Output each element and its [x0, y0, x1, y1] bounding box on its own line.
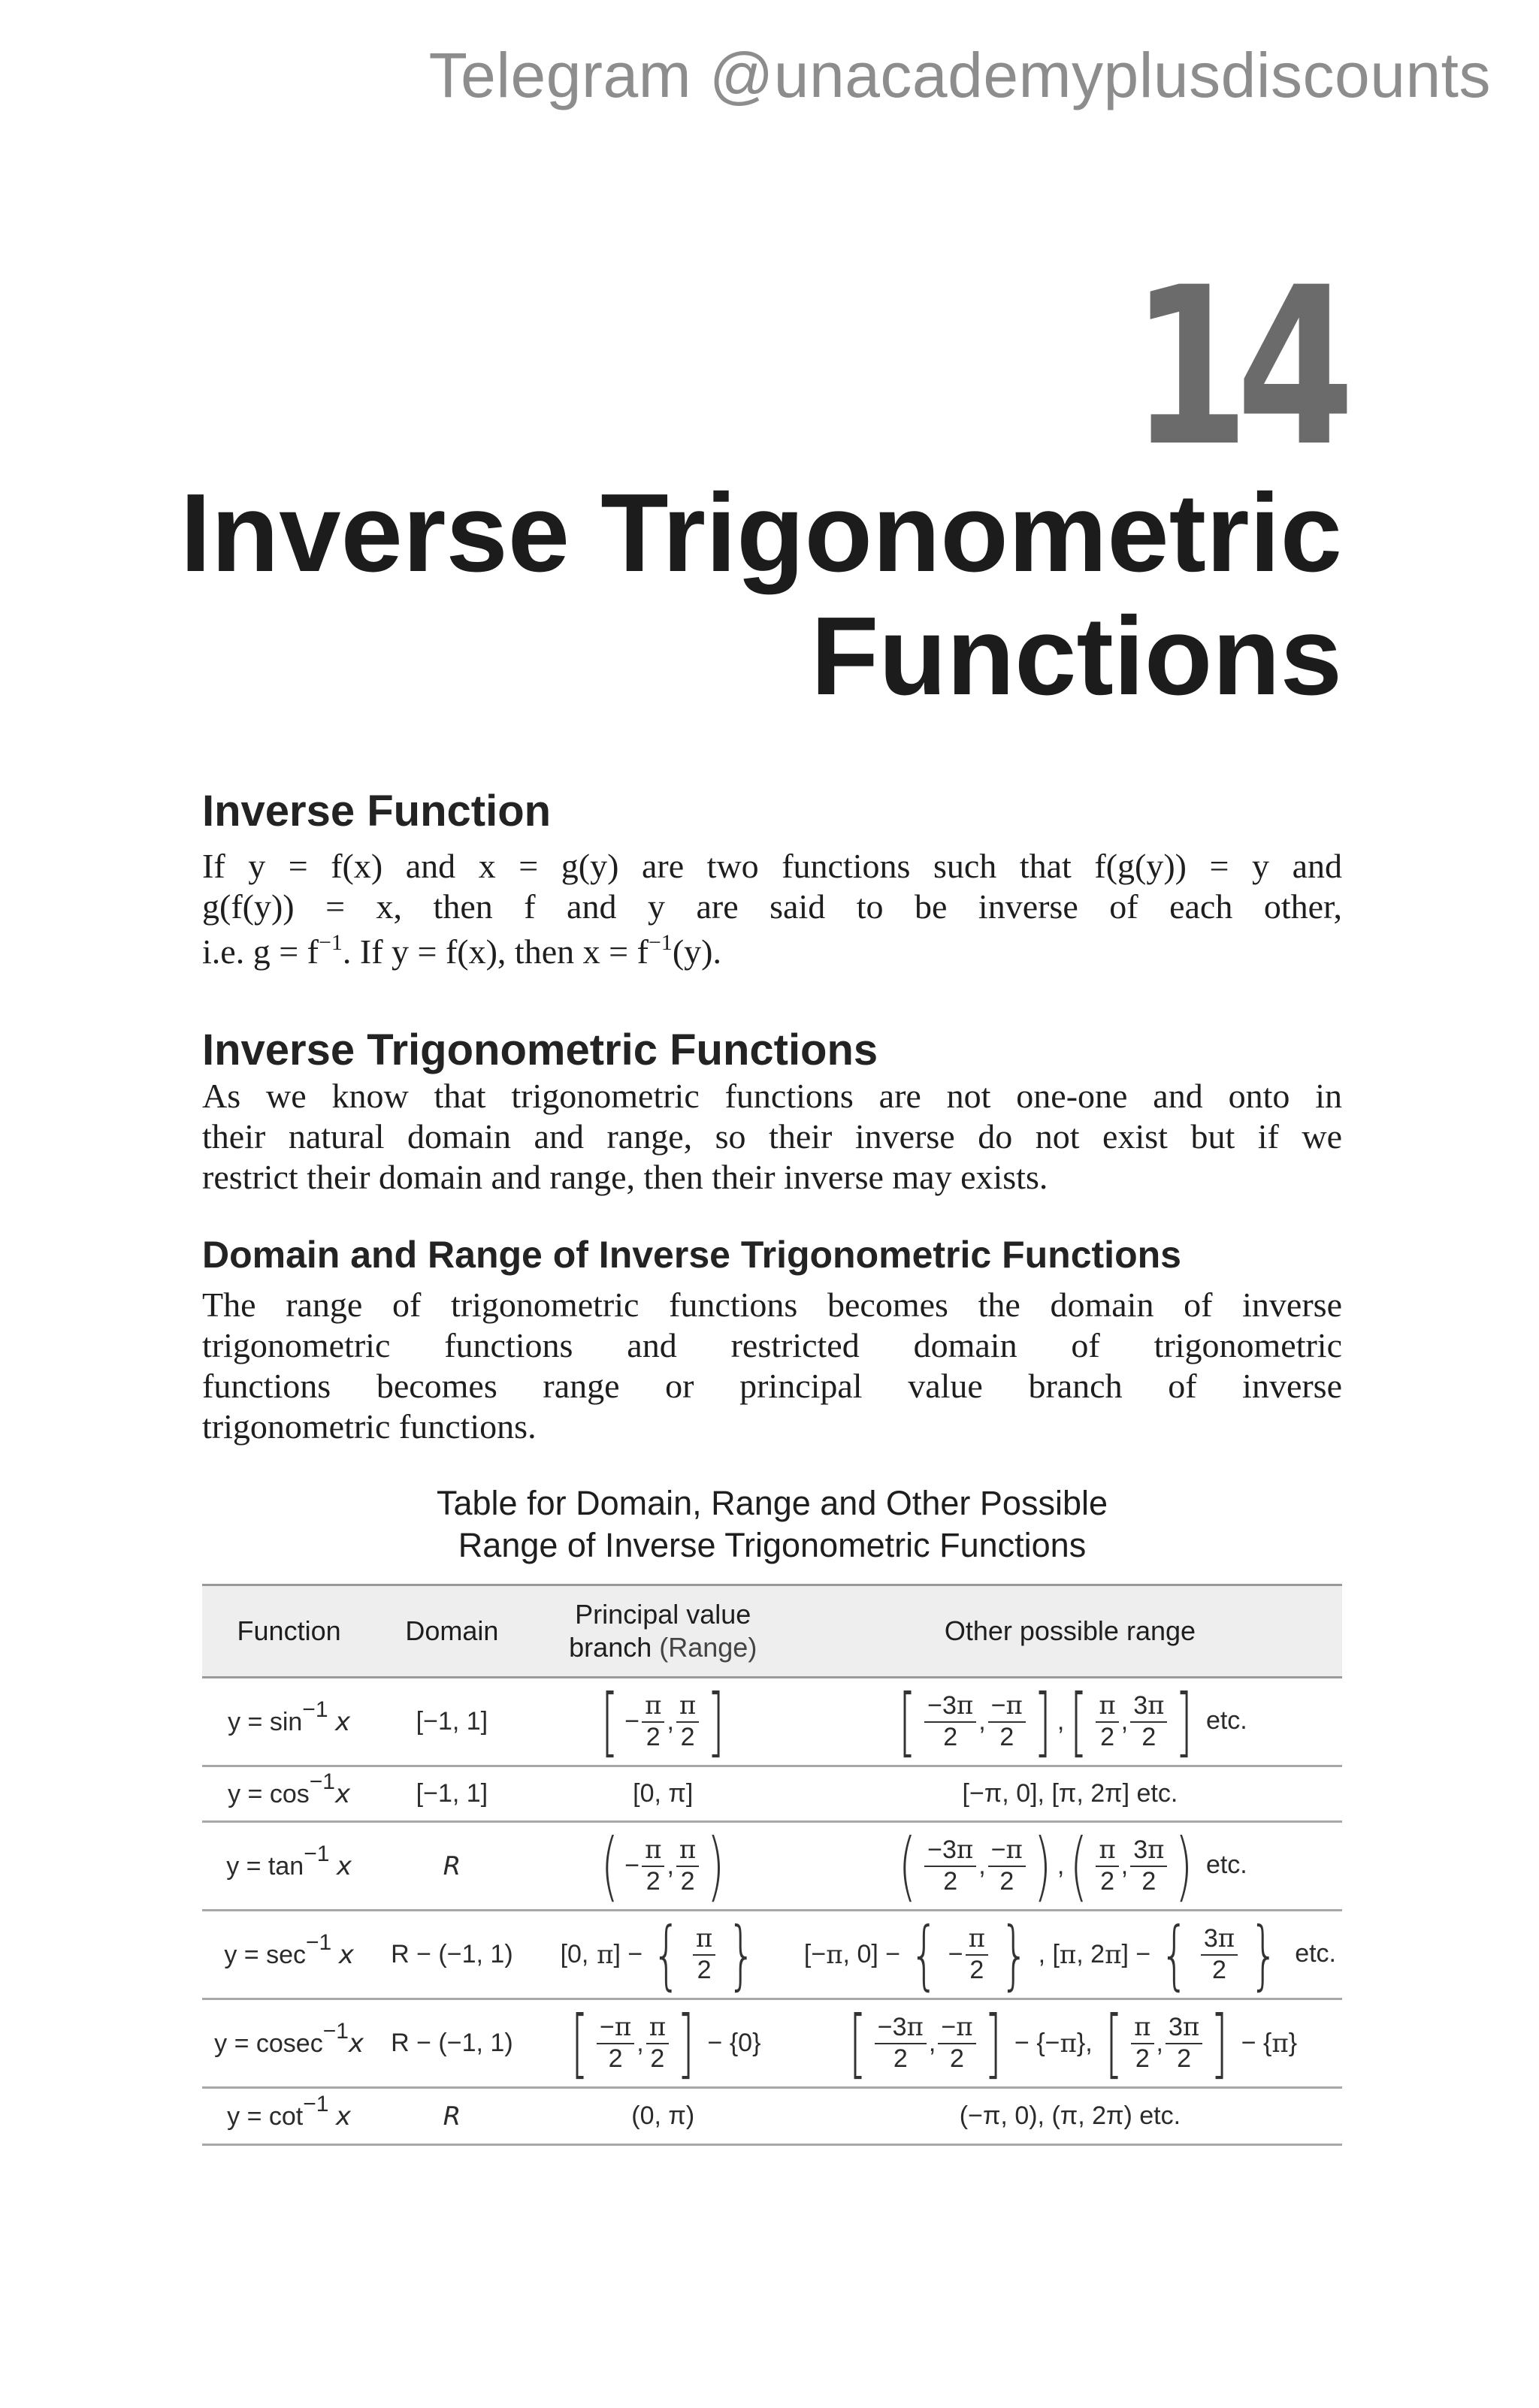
cell-other: [− π , 0] − { − π 2 } , [ π , 2 π ] − { 3π 2 } etc.: [798, 1911, 1342, 1999]
chapter-number: 14: [1131, 241, 1342, 494]
cell-principal: (0, π): [528, 2088, 798, 2145]
table-row: [202, 1999, 1342, 2088]
section-heading: Inverse Trigonometric Functions: [202, 1026, 878, 1074]
cell-function: $y = \sin^{-1} x$: [202, 1678, 376, 1766]
section-heading: Domain and Range of Inverse Trigonometric Functions: [202, 1234, 1181, 1276]
section-domain-range: [202, 1234, 1342, 1447]
cell-domain: R: [376, 1822, 528, 1911]
table-row: [202, 1766, 1342, 1822]
paragraph-line: As we know that trigonometric functions are not one-one and onto in: [202, 1076, 1342, 1115]
header-other: Other possible range: [798, 1585, 1342, 1678]
paragraph-line: functions becomes range or principal value branch of inverse: [202, 1367, 1342, 1405]
table-caption-line1: Table for Domain, Range and Other Possible: [437, 1484, 1108, 1522]
section-inverse-function: [202, 787, 1342, 972]
cell-principal: [ −π 2 , π 2 ] − {0}: [528, 1999, 798, 2088]
header-principal: Principal value branch (Range): [528, 1585, 798, 1678]
header-function: Function: [202, 1585, 376, 1678]
chapter-title-line1: Inverse Trigonometric: [180, 471, 1342, 595]
paragraph-line: i.e. $g = f^{-1}$. If y = f(x), then $x = f^{-1}(y)$.: [202, 929, 721, 971]
cell-function: $y = \tan^{-1} x$: [202, 1822, 376, 1911]
cell-domain: R − (−1, 1): [376, 1911, 528, 1999]
cell-domain: R − (−1, 1): [376, 1999, 528, 2088]
paragraph-line: g(f(y)) = x, then f and y are said to be inverse of each other,: [202, 887, 1342, 926]
table-row: [202, 1911, 1342, 1999]
cell-principal: [0, π]: [528, 1766, 798, 1822]
section-paragraph: [202, 1076, 1342, 1198]
table-row: [202, 1678, 1342, 1766]
cell-other: [−π, 0], [π, 2π] etc.: [798, 1766, 1342, 1822]
paragraph-line: If y = f(x) and x = g(y) are two functions such that f(g(y)) = y and: [202, 846, 1342, 885]
cell-function: y = cosec$^{-1}$x: [202, 1999, 376, 2088]
cell-principal: [0, π ] − { π 2 }: [528, 1911, 798, 1999]
paragraph-line: restrict their domain and range, then their inverse may exists.: [202, 1157, 1048, 1196]
cell-function: $y = \sec^{-1} x$: [202, 1911, 376, 1999]
watermark: Telegram @unacademyplusdiscounts: [428, 40, 1491, 110]
paragraph-line: trigonometric functions and restricted domain of trigonometric: [202, 1326, 1342, 1364]
cell-domain: [−1, 1]: [376, 1766, 528, 1822]
paragraph-line: The range of trigonometric functions becomes the domain of inverse: [202, 1286, 1342, 1324]
table-row: [202, 1822, 1342, 1911]
section-heading: Inverse Function: [202, 787, 552, 835]
table-caption-line2: Range of Inverse Trigonometric Functions: [458, 1526, 1087, 1564]
table-row: [202, 2088, 1342, 2145]
cell-other: (−π, 0), (π, 2π) etc.: [798, 2088, 1342, 2145]
cell-function: $y = \cot^{-1} x$: [202, 2088, 376, 2145]
cell-function: $y = \cos^{-1}x$: [202, 1766, 376, 1822]
section-paragraph: [202, 846, 1342, 972]
table-caption: [202, 1482, 1342, 1567]
paragraph-line: their natural domain and range, so their inverse do not exist but if we: [202, 1116, 1342, 1156]
domain-range-table: [202, 1584, 1342, 2146]
cell-other: ( −3π 2 , −π 2 ) , ( π 2 , 3π 2 ) etc.: [798, 1822, 1342, 1911]
cell-principal: ( − π 2 , π 2 ): [528, 1822, 798, 1911]
section-inverse-trig: [202, 1026, 1342, 1198]
cell-other: [ −3π 2 , −π 2 ] , [ π 2 , 3π 2 ] etc.: [798, 1678, 1342, 1766]
section-paragraph: [202, 1285, 1342, 1447]
table-header-row: [202, 1585, 1342, 1678]
paragraph-line: trigonometric functions.: [202, 1407, 537, 1446]
cell-principal: [ − π 2 , π 2 ]: [528, 1678, 798, 1766]
chapter-title-line2: Functions: [810, 594, 1342, 718]
chapter-title: [65, 472, 1342, 718]
header-domain: Domain: [376, 1585, 528, 1678]
cell-domain: [−1, 1]: [376, 1678, 528, 1766]
cell-domain: R: [376, 2088, 528, 2145]
cell-other: [ −3π 2 , −π 2 ] − {− π }, [ π 2 , 3π 2 ] − { π }: [798, 1999, 1342, 2088]
